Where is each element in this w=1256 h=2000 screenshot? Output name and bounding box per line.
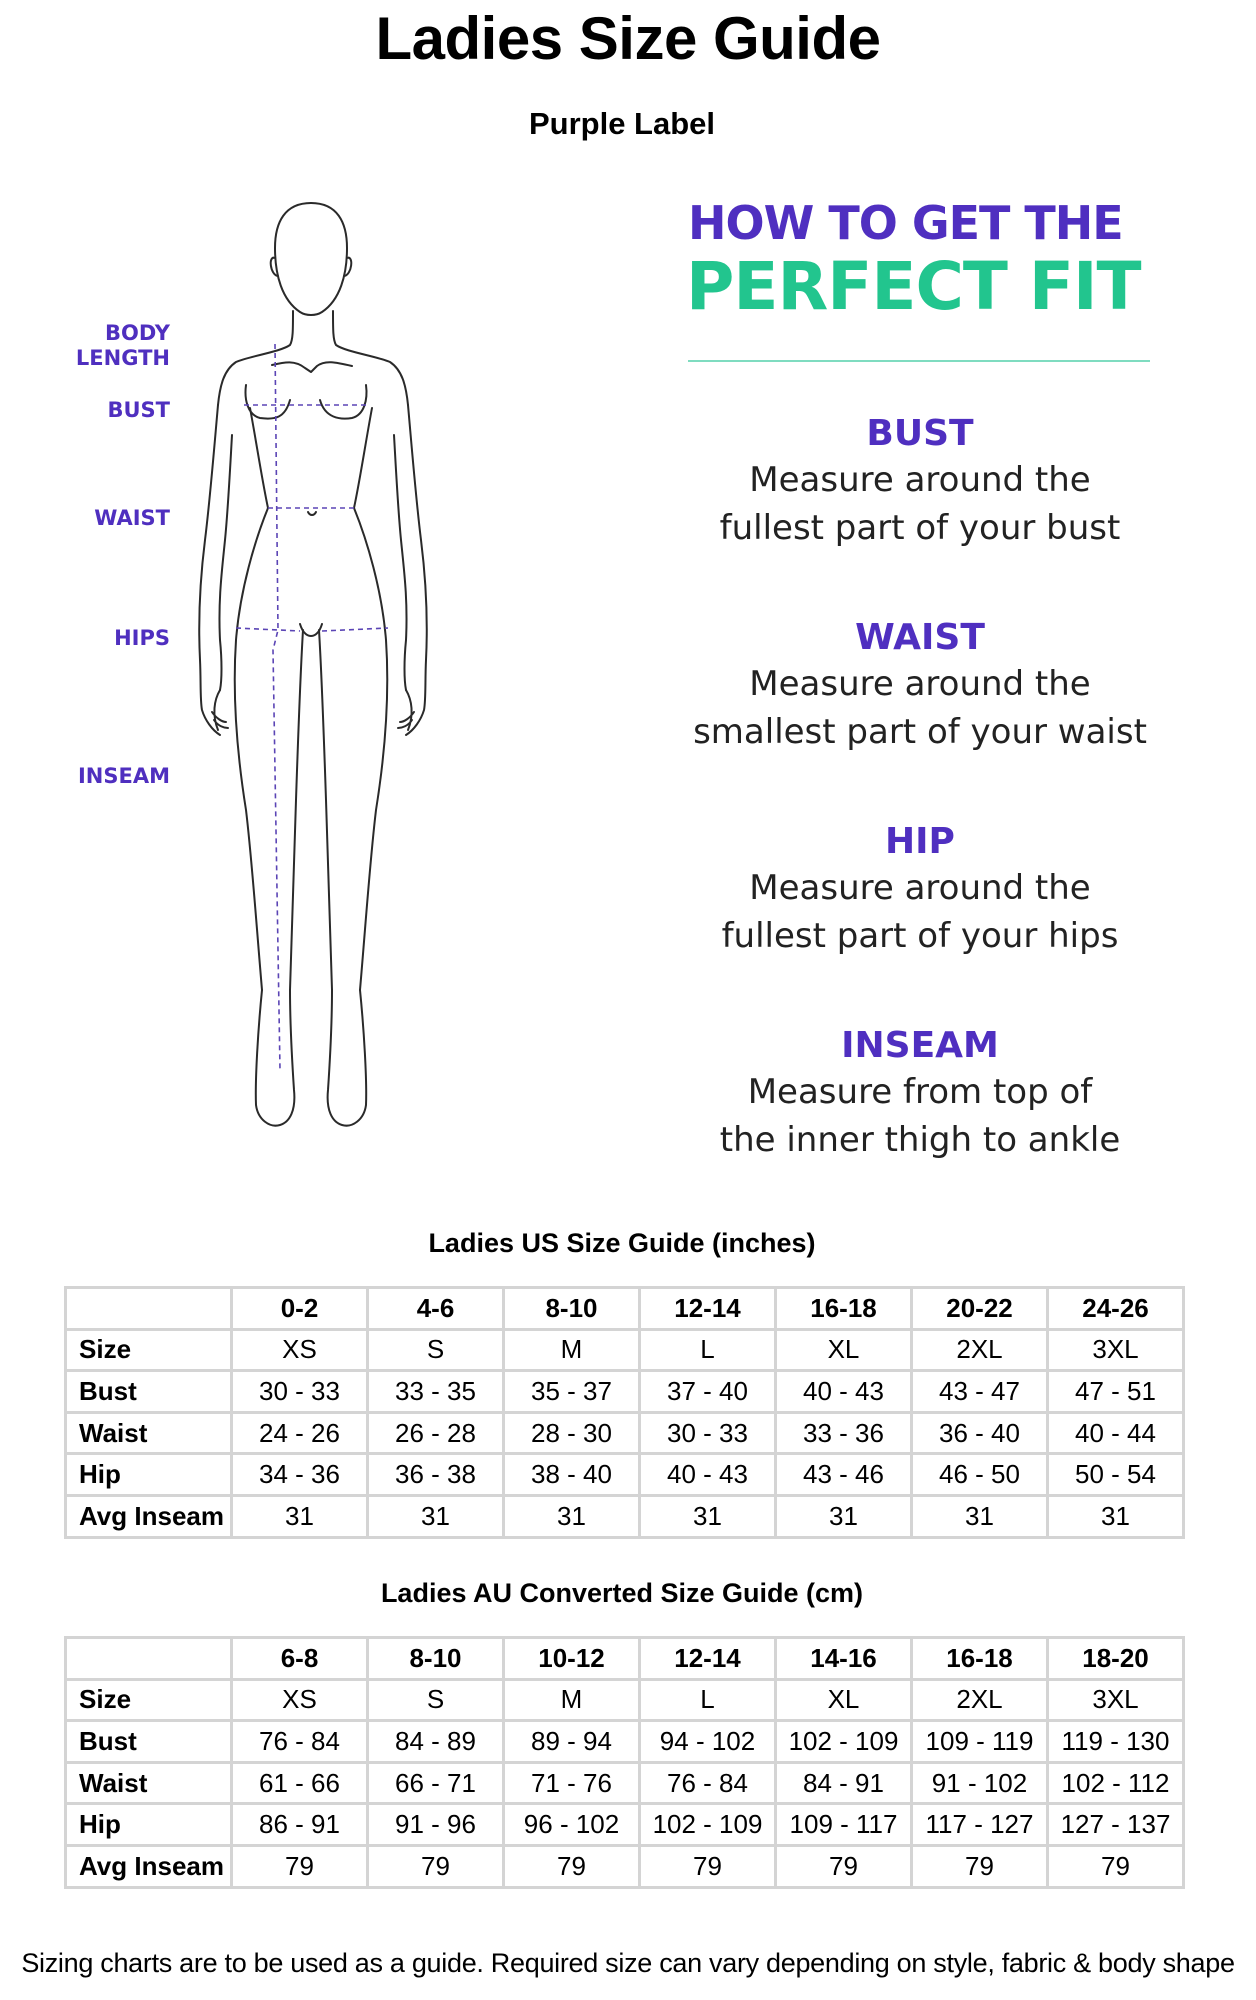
us-table-title: Ladies US Size Guide (inches) bbox=[428, 1228, 816, 1258]
table-cell: 79 bbox=[232, 1845, 368, 1887]
table-cell: 28 - 30 bbox=[504, 1412, 640, 1454]
column-header: 16-18 bbox=[776, 1288, 912, 1330]
table-cell: 109 - 117 bbox=[776, 1804, 912, 1846]
table-cell: S bbox=[368, 1329, 504, 1371]
body-figure-illustration bbox=[0, 0, 640, 1200]
table-cell: 34 - 36 bbox=[232, 1454, 368, 1496]
table-header-row bbox=[66, 1288, 1184, 1330]
table-cell: 76 - 84 bbox=[232, 1721, 368, 1763]
table-cell: 46 - 50 bbox=[912, 1454, 1048, 1496]
table-row bbox=[66, 1454, 1184, 1496]
table-cell: 127 - 137 bbox=[1048, 1804, 1184, 1846]
label-bust: BUST bbox=[107, 398, 170, 422]
column-header: 12-14 bbox=[640, 1288, 776, 1330]
table-cell: 3XL bbox=[1048, 1679, 1184, 1721]
table-cell: 117 - 127 bbox=[912, 1804, 1048, 1846]
head-outline bbox=[275, 203, 347, 315]
tip-line: Measure around the bbox=[749, 664, 1091, 704]
label-body-length-line1: BODY bbox=[105, 321, 170, 345]
table-cell: 79 bbox=[776, 1845, 912, 1887]
table-cell: 109 - 119 bbox=[912, 1721, 1048, 1763]
au-table-title: Ladies AU Converted Size Guide (cm) bbox=[380, 1578, 864, 1608]
table-cell: 43 - 46 bbox=[776, 1454, 912, 1496]
table-cell: 102 - 109 bbox=[640, 1804, 776, 1846]
table-cell: 31 bbox=[504, 1495, 640, 1537]
table-cell: 66 - 71 bbox=[368, 1762, 504, 1804]
table-cell: 76 - 84 bbox=[640, 1762, 776, 1804]
table-cell: 2XL bbox=[912, 1329, 1048, 1371]
table-cell: XS bbox=[232, 1679, 368, 1721]
us-size-table bbox=[64, 1286, 1185, 1539]
column-header: 0-2 bbox=[232, 1288, 368, 1330]
row-label: Waist bbox=[66, 1762, 232, 1804]
row-label: Size bbox=[66, 1329, 232, 1371]
tip-title: INSEAM bbox=[841, 1025, 999, 1066]
table-cell: 40 - 44 bbox=[1048, 1412, 1184, 1454]
tip-hip bbox=[660, 820, 1180, 960]
table-cell: 38 - 40 bbox=[504, 1454, 640, 1496]
table-cell: 79 bbox=[912, 1845, 1048, 1887]
table-cell: 43 - 47 bbox=[912, 1371, 1048, 1413]
page-subtitle: Purple Label bbox=[528, 106, 716, 141]
table-cell: 96 - 102 bbox=[504, 1804, 640, 1846]
table-row bbox=[66, 1371, 1184, 1413]
label-hips: HIPS bbox=[114, 626, 170, 650]
table-row bbox=[66, 1679, 1184, 1721]
row-label: Avg Inseam bbox=[66, 1845, 232, 1887]
table-cell: M bbox=[504, 1329, 640, 1371]
hip-measure-line bbox=[236, 628, 388, 631]
table-cell: M bbox=[504, 1679, 640, 1721]
table-header-row bbox=[66, 1638, 1184, 1680]
page-title: Ladies Size Guide bbox=[375, 5, 881, 72]
tip-bust bbox=[660, 412, 1180, 552]
table-cell: 119 - 130 bbox=[1048, 1721, 1184, 1763]
table-cell: 79 bbox=[504, 1845, 640, 1887]
table-cell: 36 - 40 bbox=[912, 1412, 1048, 1454]
table-cell: 102 - 109 bbox=[776, 1721, 912, 1763]
table-cell: 50 - 54 bbox=[1048, 1454, 1184, 1496]
table-row bbox=[66, 1721, 1184, 1763]
table-cell: S bbox=[368, 1679, 504, 1721]
row-label: Hip bbox=[66, 1804, 232, 1846]
table-cell: 61 - 66 bbox=[232, 1762, 368, 1804]
tip-line: fullest part of your bust bbox=[719, 508, 1121, 548]
column-header: 8-10 bbox=[504, 1288, 640, 1330]
table-cell: 31 bbox=[368, 1495, 504, 1537]
fit-heading-line1: HOW TO GET THE bbox=[688, 196, 1123, 250]
table-cell: 84 - 89 bbox=[368, 1721, 504, 1763]
column-header: 10-12 bbox=[504, 1638, 640, 1680]
table-cell: 33 - 35 bbox=[368, 1371, 504, 1413]
table-cell: 30 - 33 bbox=[640, 1412, 776, 1454]
label-inseam: INSEAM bbox=[77, 764, 170, 788]
column-header: 14-16 bbox=[776, 1638, 912, 1680]
table-cell: 40 - 43 bbox=[776, 1371, 912, 1413]
table-cell: 86 - 91 bbox=[232, 1804, 368, 1846]
table-cell: 31 bbox=[232, 1495, 368, 1537]
column-header: 18-20 bbox=[1048, 1638, 1184, 1680]
table-row bbox=[66, 1329, 1184, 1371]
row-label: Hip bbox=[66, 1454, 232, 1496]
table-row bbox=[66, 1762, 1184, 1804]
row-label: Waist bbox=[66, 1412, 232, 1454]
table-cell: XS bbox=[232, 1329, 368, 1371]
table-cell: 47 - 51 bbox=[1048, 1371, 1184, 1413]
table-cell: 102 - 112 bbox=[1048, 1762, 1184, 1804]
table-row bbox=[66, 1845, 1184, 1887]
row-label: Size bbox=[66, 1679, 232, 1721]
row-label: Avg Inseam bbox=[66, 1495, 232, 1537]
table-cell: 94 - 102 bbox=[640, 1721, 776, 1763]
column-header: 24-26 bbox=[1048, 1288, 1184, 1330]
table-cell: 31 bbox=[912, 1495, 1048, 1537]
table-cell: 79 bbox=[640, 1845, 776, 1887]
table-cell: 3XL bbox=[1048, 1329, 1184, 1371]
footer-note: Sizing charts are to be used as a guide. Required size can vary depending on style, fabric & body shape bbox=[21, 1948, 1235, 1978]
column-header: 6-8 bbox=[232, 1638, 368, 1680]
table-cell: 30 - 33 bbox=[232, 1371, 368, 1413]
table-cell: XL bbox=[776, 1679, 912, 1721]
table-cell: 84 - 91 bbox=[776, 1762, 912, 1804]
table-cell: 2XL bbox=[912, 1679, 1048, 1721]
tip-title: HIP bbox=[885, 821, 955, 862]
tip-inseam bbox=[660, 1024, 1180, 1164]
tip-waist bbox=[660, 616, 1180, 756]
tip-line: fullest part of your hips bbox=[721, 916, 1119, 956]
table-row bbox=[66, 1804, 1184, 1846]
row-label: Bust bbox=[66, 1371, 232, 1413]
table-cell: 35 - 37 bbox=[504, 1371, 640, 1413]
body-length-measure-line bbox=[273, 344, 280, 1070]
tip-line: smallest part of your waist bbox=[693, 712, 1147, 752]
table-cell: 31 bbox=[776, 1495, 912, 1537]
column-header: 8-10 bbox=[368, 1638, 504, 1680]
tip-line: the inner thigh to ankle bbox=[719, 1120, 1121, 1160]
table-cell: 71 - 76 bbox=[504, 1762, 640, 1804]
tip-line: Measure from top of bbox=[747, 1072, 1093, 1112]
table-cell: 79 bbox=[368, 1845, 504, 1887]
row-label: Bust bbox=[66, 1721, 232, 1763]
tip-line: Measure around the bbox=[749, 460, 1091, 500]
tip-title: WAIST bbox=[855, 617, 985, 658]
table-row bbox=[66, 1412, 1184, 1454]
column-header: 4-6 bbox=[368, 1288, 504, 1330]
table-cell: 91 - 102 bbox=[912, 1762, 1048, 1804]
fit-heading-line2: PERFECT FIT bbox=[686, 248, 1141, 325]
table-cell: L bbox=[640, 1679, 776, 1721]
corner-cell bbox=[66, 1288, 232, 1330]
table-cell: 37 - 40 bbox=[640, 1371, 776, 1413]
table-cell: 89 - 94 bbox=[504, 1721, 640, 1763]
table-cell: 79 bbox=[1048, 1845, 1184, 1887]
column-header: 20-22 bbox=[912, 1288, 1048, 1330]
tip-line: Measure around the bbox=[749, 868, 1091, 908]
corner-cell bbox=[66, 1638, 232, 1680]
table-cell: 31 bbox=[1048, 1495, 1184, 1537]
table-cell: 40 - 43 bbox=[640, 1454, 776, 1496]
column-header: 12-14 bbox=[640, 1638, 776, 1680]
label-waist: WAIST bbox=[94, 506, 170, 530]
tip-title: BUST bbox=[866, 413, 974, 454]
au-size-table bbox=[64, 1636, 1185, 1889]
table-cell: L bbox=[640, 1329, 776, 1371]
table-row bbox=[66, 1495, 1184, 1537]
table-cell: 33 - 36 bbox=[776, 1412, 912, 1454]
table-cell: XL bbox=[776, 1329, 912, 1371]
label-body-length-line2: LENGTH bbox=[75, 346, 170, 370]
table-cell: 26 - 28 bbox=[368, 1412, 504, 1454]
table-cell: 31 bbox=[640, 1495, 776, 1537]
table-cell: 36 - 38 bbox=[368, 1454, 504, 1496]
fit-divider bbox=[688, 360, 1150, 362]
table-cell: 24 - 26 bbox=[232, 1412, 368, 1454]
column-header: 16-18 bbox=[912, 1638, 1048, 1680]
table-cell: 91 - 96 bbox=[368, 1804, 504, 1846]
